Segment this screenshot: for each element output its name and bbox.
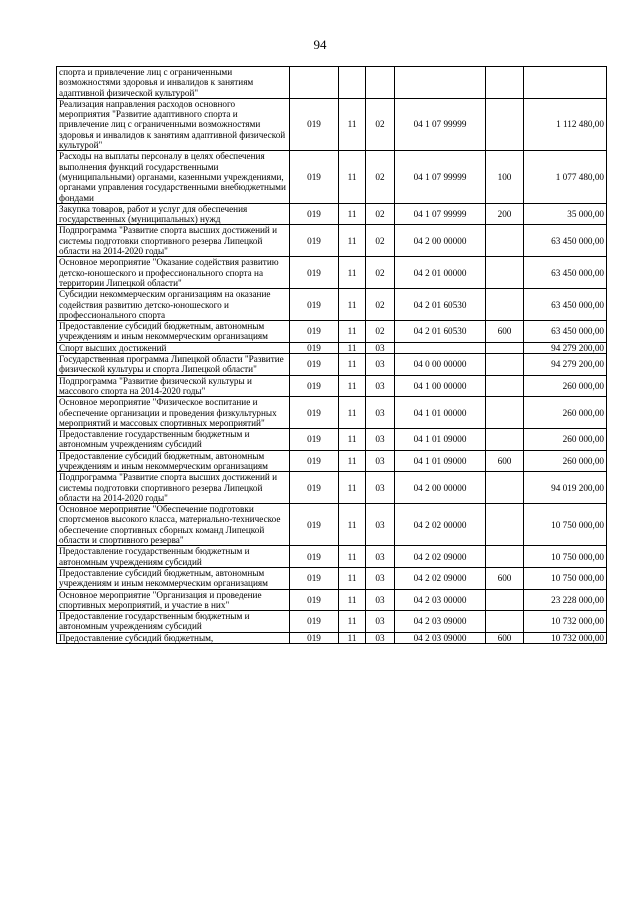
- expense-type-cell: [486, 429, 524, 451]
- subsection-code-cell: 03: [366, 589, 395, 611]
- target-article-cell: 04 1 00 00000: [395, 375, 486, 397]
- amount-cell: 94 019 200,00: [524, 472, 607, 504]
- target-article-cell: 04 2 02 00000: [395, 504, 486, 546]
- target-article-cell: 04 1 07 99999: [395, 98, 486, 150]
- table-row: [57, 546, 607, 568]
- section-code-cell: 11: [339, 342, 366, 353]
- section-code-cell: 11: [339, 98, 366, 150]
- expense-name-cell: Предоставление субсидий бюджетным,: [57, 632, 290, 643]
- expense-name-cell: Основное мероприятие "Организация и проведение спортивных мероприятий, и участие в них": [57, 589, 290, 611]
- amount-cell: 63 450 000,00: [524, 321, 607, 343]
- table-row: [57, 375, 607, 397]
- section-code-cell: 11: [339, 257, 366, 289]
- budget-table: [56, 66, 607, 644]
- target-article-cell: 04 0 00 00000: [395, 354, 486, 376]
- amount-cell: 63 450 000,00: [524, 257, 607, 289]
- expense-type-cell: [486, 375, 524, 397]
- section-code-cell: 11: [339, 321, 366, 343]
- amount-cell: 94 279 200,00: [524, 354, 607, 376]
- amount-cell: 260 000,00: [524, 429, 607, 451]
- admin-code-cell: 019: [290, 98, 339, 150]
- subsection-code-cell: 03: [366, 450, 395, 472]
- expense-type-cell: 600: [486, 632, 524, 643]
- target-article-cell: 04 1 01 09000: [395, 450, 486, 472]
- target-article-cell: 04 1 07 99999: [395, 151, 486, 203]
- target-article-cell: 04 2 00 00000: [395, 472, 486, 504]
- section-code-cell: 11: [339, 567, 366, 589]
- page-number: 94: [313, 37, 327, 52]
- expense-type-cell: 600: [486, 450, 524, 472]
- target-article-cell: 04 1 07 99999: [395, 203, 486, 225]
- amount-cell: 23 228 000,00: [524, 589, 607, 611]
- amount-cell: 10 732 000,00: [524, 611, 607, 633]
- amount-cell: 260 000,00: [524, 397, 607, 429]
- subsection-code-cell: 03: [366, 611, 395, 633]
- table-row: [57, 354, 607, 376]
- expense-type-cell: 600: [486, 321, 524, 343]
- table-row: [57, 611, 607, 633]
- table-row: [57, 203, 607, 225]
- expense-name-cell: Подпрограмма "Развитие спорта высших достижений и системы подготовки спортивного резерва Липецкой области на 2014-2020 годы": [57, 225, 290, 257]
- admin-code-cell: 019: [290, 589, 339, 611]
- expense-type-cell: [486, 98, 524, 150]
- section-code-cell: 11: [339, 611, 366, 633]
- expense-name-cell: Предоставление субсидий бюджетным, автономным учреждениям и иным некоммерческим организациям: [57, 450, 290, 472]
- expense-type-cell: [486, 546, 524, 568]
- target-article-cell: 04 1 01 00000: [395, 397, 486, 429]
- amount-cell: 35 000,00: [524, 203, 607, 225]
- target-article-cell: [395, 342, 486, 353]
- expense-name-cell: Подпрограмма "Развитие спорта высших достижений и системы подготовки спортивного резерва Липецкой области на 2014-2020 годы": [57, 472, 290, 504]
- subsection-code-cell: 03: [366, 546, 395, 568]
- admin-code-cell: 019: [290, 354, 339, 376]
- amount-cell: 10 750 000,00: [524, 504, 607, 546]
- subsection-code-cell: 03: [366, 397, 395, 429]
- subsection-code-cell: 03: [366, 632, 395, 643]
- expense-type-cell: [486, 67, 524, 99]
- table-row: [57, 450, 607, 472]
- expense-type-cell: [486, 257, 524, 289]
- admin-code-cell: 019: [290, 546, 339, 568]
- expense-name-cell: Основное мероприятие "Обеспечение подготовки спортсменов высокого класса, материально-техническое обеспечение спортивных сборных команд Липецкой области и спортивного резерва": [57, 504, 290, 546]
- subsection-code-cell: 03: [366, 567, 395, 589]
- target-article-cell: 04 2 02 09000: [395, 567, 486, 589]
- expense-name-cell: Основное мероприятие "Физическое воспитание и обеспечение организации и проведения физкультурных мероприятий и массовых спортивных мероприятий": [57, 397, 290, 429]
- admin-code-cell: 019: [290, 450, 339, 472]
- expense-type-cell: [486, 611, 524, 633]
- admin-code-cell: 019: [290, 567, 339, 589]
- expense-name-cell: Основное мероприятие "Оказание содействия развитию детско-юношеского и профессионального спорта на территории Липецкой области": [57, 257, 290, 289]
- table-row: [57, 472, 607, 504]
- admin-code-cell: 019: [290, 632, 339, 643]
- amount-cell: 94 279 200,00: [524, 342, 607, 353]
- target-article-cell: 04 2 00 00000: [395, 225, 486, 257]
- admin-code-cell: 019: [290, 472, 339, 504]
- expense-name-cell: Подпрограмма "Развитие физической культуры и массового спорта на 2014-2020 годы": [57, 375, 290, 397]
- expense-type-cell: [486, 342, 524, 353]
- admin-code-cell: [290, 67, 339, 99]
- amount-cell: 1 112 480,00: [524, 98, 607, 150]
- admin-code-cell: 019: [290, 289, 339, 321]
- target-article-cell: [395, 67, 486, 99]
- table-row: [57, 321, 607, 343]
- table-row: [57, 429, 607, 451]
- admin-code-cell: 019: [290, 397, 339, 429]
- subsection-code-cell: 02: [366, 98, 395, 150]
- expense-name-cell: Предоставление субсидий бюджетным, автономным учреждениям и иным некоммерческим организациям: [57, 567, 290, 589]
- expense-name-cell: спорта и привлечение лиц с ограниченными возможностями здоровья и инвалидов к занятиям адаптивной физической культурой": [57, 67, 290, 99]
- expense-name-cell: Предоставление государственным бюджетным и автономным учреждениям субсидий: [57, 546, 290, 568]
- subsection-code-cell: 03: [366, 429, 395, 451]
- table-row: [57, 342, 607, 353]
- expense-type-cell: [486, 225, 524, 257]
- subsection-code-cell: 02: [366, 321, 395, 343]
- admin-code-cell: 019: [290, 504, 339, 546]
- expense-name-cell: Закупка товаров, работ и услуг для обеспечения государственных (муниципальных) нужд: [57, 203, 290, 225]
- amount-cell: 260 000,00: [524, 450, 607, 472]
- target-article-cell: 04 2 01 60530: [395, 289, 486, 321]
- expense-type-cell: [486, 354, 524, 376]
- section-code-cell: 11: [339, 151, 366, 203]
- subsection-code-cell: 02: [366, 289, 395, 321]
- amount-cell: 10 750 000,00: [524, 567, 607, 589]
- target-article-cell: 04 2 02 09000: [395, 546, 486, 568]
- amount-cell: 260 000,00: [524, 375, 607, 397]
- table-row: [57, 257, 607, 289]
- admin-code-cell: 019: [290, 611, 339, 633]
- admin-code-cell: 019: [290, 321, 339, 343]
- section-code-cell: 11: [339, 589, 366, 611]
- subsection-code-cell: 03: [366, 375, 395, 397]
- section-code-cell: [339, 67, 366, 99]
- admin-code-cell: 019: [290, 375, 339, 397]
- subsection-code-cell: [366, 67, 395, 99]
- target-article-cell: 04 1 01 09000: [395, 429, 486, 451]
- table-row: [57, 397, 607, 429]
- target-article-cell: 04 2 03 00000: [395, 589, 486, 611]
- expense-name-cell: Реализация направления расходов основного мероприятия "Развитие адаптивного спорта и привлечение лиц с ограниченными возможностями здоровья и инвалидов к занятиям адаптивной физической культурой": [57, 98, 290, 150]
- expense-type-cell: [486, 589, 524, 611]
- admin-code-cell: 019: [290, 342, 339, 353]
- amount-cell: 63 450 000,00: [524, 289, 607, 321]
- expense-type-cell: [486, 472, 524, 504]
- section-code-cell: 11: [339, 397, 366, 429]
- amount-cell: 1 077 480,00: [524, 151, 607, 203]
- table-row: [57, 67, 607, 99]
- table-row: [57, 632, 607, 643]
- admin-code-cell: 019: [290, 203, 339, 225]
- expense-name-cell: Предоставление субсидий бюджетным, автономным учреждениям и иным некоммерческим организациям: [57, 321, 290, 343]
- section-code-cell: 11: [339, 632, 366, 643]
- subsection-code-cell: 03: [366, 342, 395, 353]
- table-row: [57, 151, 607, 203]
- expense-type-cell: [486, 504, 524, 546]
- expense-name-cell: Спорт высших достижений: [57, 342, 290, 353]
- table-row: [57, 225, 607, 257]
- subsection-code-cell: 02: [366, 225, 395, 257]
- amount-cell: 10 732 000,00: [524, 632, 607, 643]
- expense-name-cell: Предоставление государственным бюджетным и автономным учреждениям субсидий: [57, 429, 290, 451]
- expense-type-cell: [486, 397, 524, 429]
- target-article-cell: 04 2 01 00000: [395, 257, 486, 289]
- section-code-cell: 11: [339, 450, 366, 472]
- table-row: [57, 589, 607, 611]
- expense-type-cell: 200: [486, 203, 524, 225]
- amount-cell: 10 750 000,00: [524, 546, 607, 568]
- table-row: [57, 98, 607, 150]
- admin-code-cell: 019: [290, 429, 339, 451]
- admin-code-cell: 019: [290, 151, 339, 203]
- table-row: [57, 289, 607, 321]
- table-row: [57, 504, 607, 546]
- subsection-code-cell: 02: [366, 257, 395, 289]
- admin-code-cell: 019: [290, 225, 339, 257]
- subsection-code-cell: 02: [366, 203, 395, 225]
- expense-name-cell: Расходы на выплаты персоналу в целях обеспечения выполнения функций государственными (муниципальными) органами, казенными учреждениями, органами управления государственными внебюджетными фондами: [57, 151, 290, 203]
- section-code-cell: 11: [339, 546, 366, 568]
- section-code-cell: 11: [339, 354, 366, 376]
- budget-table-body: [57, 67, 607, 644]
- subsection-code-cell: 03: [366, 354, 395, 376]
- table-row: [57, 567, 607, 589]
- expense-type-cell: [486, 289, 524, 321]
- amount-cell: 63 450 000,00: [524, 225, 607, 257]
- section-code-cell: 11: [339, 429, 366, 451]
- expense-type-cell: 100: [486, 151, 524, 203]
- subsection-code-cell: 03: [366, 504, 395, 546]
- section-code-cell: 11: [339, 225, 366, 257]
- section-code-cell: 11: [339, 504, 366, 546]
- expense-name-cell: Государственная программа Липецкой области "Развитие физической культуры и спорта Липецкой области": [57, 354, 290, 376]
- section-code-cell: 11: [339, 472, 366, 504]
- target-article-cell: 04 2 01 60530: [395, 321, 486, 343]
- amount-cell: [524, 67, 607, 99]
- section-code-cell: 11: [339, 289, 366, 321]
- expense-name-cell: Субсидии некоммерческим организациям на оказание содействия развитию детско-юношеского и профессионального спорта: [57, 289, 290, 321]
- expense-name-cell: Предоставление государственным бюджетным и автономным учреждениям субсидий: [57, 611, 290, 633]
- section-code-cell: 11: [339, 203, 366, 225]
- target-article-cell: 04 2 03 09000: [395, 611, 486, 633]
- section-code-cell: 11: [339, 375, 366, 397]
- expense-type-cell: 600: [486, 567, 524, 589]
- subsection-code-cell: 02: [366, 151, 395, 203]
- admin-code-cell: 019: [290, 257, 339, 289]
- subsection-code-cell: 03: [366, 472, 395, 504]
- target-article-cell: 04 2 03 09000: [395, 632, 486, 643]
